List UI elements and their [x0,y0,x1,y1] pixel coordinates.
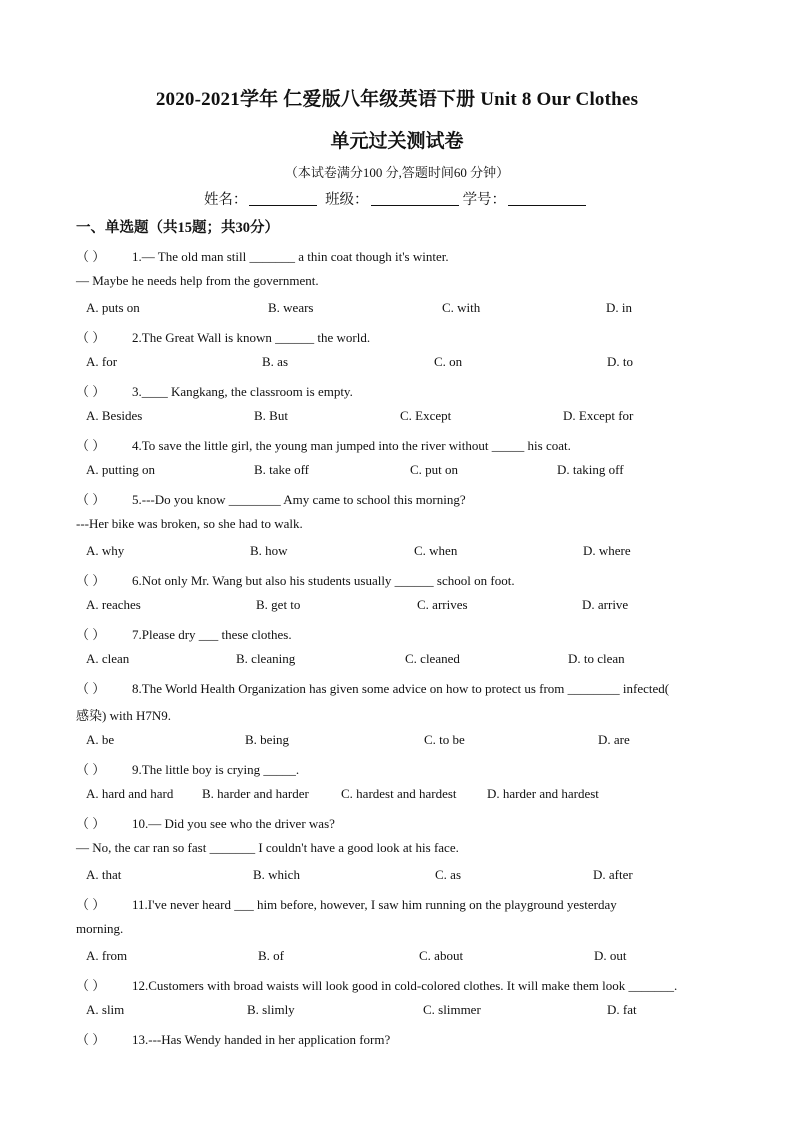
option-b[interactable]: B. as [262,354,288,369]
option-a[interactable]: A. why [86,543,125,558]
option-b[interactable]: B. take off [254,462,309,477]
answer-paren[interactable]: （ ） [76,330,106,345]
question-6 [76,570,718,589]
answer-paren[interactable]: （ ） [76,681,106,696]
option-d[interactable]: D. in [606,300,632,315]
option-d[interactable]: D. out [594,948,627,963]
option-c[interactable]: C. slimmer [423,1002,481,1017]
option-d[interactable]: D. taking off [557,462,624,477]
option-b[interactable]: B. being [245,732,290,747]
option-c[interactable]: C. to be [424,732,465,747]
question-line: ---Her bike was broken, so she had to walk. [76,516,303,531]
id-blank[interactable] [508,191,586,206]
question-line: morning. [76,921,124,936]
option-c[interactable]: C. put on [410,462,459,477]
question-text: 9.The little boy is crying _____. [132,762,300,777]
class-blank[interactable] [371,191,459,206]
option-b[interactable]: B. harder and harder [202,786,309,801]
answer-paren[interactable]: （ ） [76,978,106,993]
name-label: 姓名： [203,192,248,208]
answer-paren[interactable]: （ ） [76,897,106,912]
question-text: 5.---Do you know ________ Amy came to school this morning? [132,492,466,507]
option-d[interactable]: D. are [598,732,630,747]
option-d[interactable]: D. where [583,543,631,558]
answer-paren[interactable]: （ ） [76,384,106,399]
question-text: 1.— The old man still _______ a thin coat though it's winter. [132,249,449,264]
exam-subtitle: 单元过关测试卷 [330,131,464,152]
question-1 [76,246,718,265]
options-row [86,408,718,426]
class-label: 班级： [325,192,369,208]
question-line: — No, the car ran so fast _______ I couldn't have a good look at his face. [76,840,459,855]
exam-note: （本试卷满分100 分,答题时间60 分钟） [284,165,510,180]
question-text: 8.The World Health Organization has given some advice on how to protect us from ________ infected( [132,681,670,696]
options-row [86,867,718,885]
answer-paren[interactable]: （ ） [76,249,106,264]
question-text: 12.Customers with broad waists will look good in cold-colored clothes. It will make them look _______. [132,978,678,993]
options-row [86,462,718,480]
option-a[interactable]: A. reaches [86,597,141,612]
option-d[interactable]: D. to clean [568,651,625,666]
option-c[interactable]: C. hardest and hardest [341,786,457,801]
question-7 [76,624,718,643]
student-info [0,188,794,209]
question-8 [76,678,718,697]
question-13 [76,1029,718,1048]
name-blank[interactable] [249,191,317,206]
question-text: 6.Not only Mr. Wang but also his students usually ______ school on foot. [132,573,515,588]
options-row [86,1002,718,1020]
option-b[interactable]: B. of [258,948,284,963]
answer-paren[interactable]: （ ） [76,762,106,777]
options-row [86,786,718,804]
option-c[interactable]: C. arrives [417,597,468,612]
options-row [86,732,718,750]
option-a[interactable]: A. clean [86,651,130,666]
option-c[interactable]: C. on [434,354,463,369]
question-5 [76,489,718,508]
question-text: 7.Please dry ___ these clothes. [132,627,292,642]
options-row [86,300,718,318]
option-a[interactable]: A. puts on [86,300,140,315]
id-label: 学号： [462,192,507,208]
question-text: 13.---Has Wendy handed in her application form? [132,1032,391,1047]
question-text: 10.— Did you see who the driver was? [132,816,335,831]
option-a[interactable]: A. from [86,948,128,963]
option-a[interactable]: A. Besides [86,408,143,423]
option-c[interactable]: C. Except [400,408,452,423]
answer-paren[interactable]: （ ） [76,627,106,642]
option-c[interactable]: C. when [414,543,458,558]
option-d[interactable]: D. arrive [582,597,629,612]
question-text: 2.The Great Wall is known ______ the world. [132,330,371,345]
option-d[interactable]: D. fat [607,1002,637,1017]
answer-paren[interactable]: （ ） [76,438,106,453]
option-d[interactable]: D. harder and hardest [487,786,599,801]
exam-title: 2020-2021学年 仁爱版八年级英语下册 Unit 8 Our Clothes [155,89,639,110]
option-d[interactable]: D. to [607,354,633,369]
option-a[interactable]: A. hard and hard [86,786,174,801]
question-10 [76,813,718,832]
question-line: — Maybe he needs help from the government. [76,273,319,288]
option-c[interactable]: C. cleaned [405,651,460,666]
option-a[interactable]: A. that [86,867,122,882]
options-row [86,597,718,615]
option-b[interactable]: B. But [254,408,288,423]
options-row [86,948,718,966]
question-text: 4.To save the little girl, the young man jumped into the river without _____ his coat. [132,438,571,453]
question-2 [76,327,718,346]
question-3 [76,381,718,400]
answer-paren[interactable]: （ ） [76,1032,106,1047]
option-a[interactable]: A. for [86,354,118,369]
question-4 [76,435,718,454]
question-text: 11.I've never heard ___ him before, however, I saw him running on the playground yesterday [132,897,617,912]
option-b[interactable]: B. wears [268,300,314,315]
options-row [86,651,718,669]
question-12 [76,975,718,994]
option-b[interactable]: B. which [253,867,300,882]
option-b[interactable]: B. cleaning [236,651,296,666]
answer-paren[interactable]: （ ） [76,573,106,588]
option-b[interactable]: B. get to [256,597,301,612]
option-a[interactable]: A. slim [86,1002,125,1017]
answer-paren[interactable]: （ ） [76,816,106,831]
options-row [86,543,718,561]
option-c[interactable]: C. about [419,948,464,963]
option-a[interactable]: A. putting on [86,462,155,477]
answer-paren[interactable]: （ ） [76,492,106,507]
option-a[interactable]: A. be [86,732,115,747]
question-9 [76,759,718,778]
option-b[interactable]: B. how [250,543,288,558]
option-c[interactable]: C. with [442,300,481,315]
option-c[interactable]: C. as [435,867,461,882]
section-title: 一、单选题（共15题；共30分） [76,220,279,236]
options-row [86,354,718,372]
option-d[interactable]: D. after [593,867,633,882]
option-d[interactable]: D. Except for [563,408,634,423]
question-text: 3.____ Kangkang, the classroom is empty. [132,384,353,399]
option-b[interactable]: B. slimly [247,1002,295,1017]
question-line: 感染) with H7N9. [76,708,171,723]
question-11 [76,894,718,913]
